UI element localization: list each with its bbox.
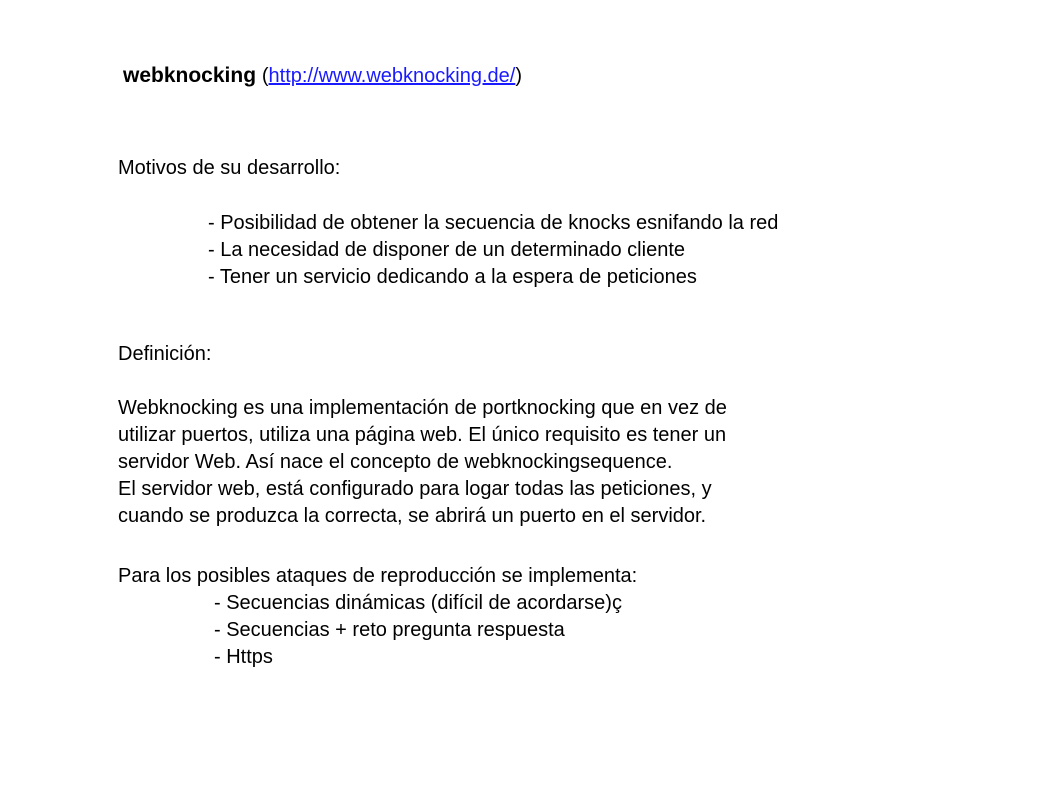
ataques-heading: Para los posibles ataques de reproducción se implementa: bbox=[118, 565, 638, 587]
definicion-heading: Definición: bbox=[118, 343, 212, 365]
list-item: - Tener un servicio dedicando a la espera de peticiones bbox=[208, 266, 697, 288]
paragraph-line: El servidor web, está configurado para logar todas las peticiones, y bbox=[118, 478, 712, 500]
paragraph-line: servidor Web. Así nace el concepto de webknockingsequence. bbox=[118, 451, 673, 473]
paragraph-line: utilizar puertos, utiliza una página web. El único requisito es tener un bbox=[118, 424, 727, 446]
title-brand: webknocking bbox=[123, 64, 257, 87]
definicion-body bbox=[118, 395, 727, 530]
title-close-paren: ) bbox=[515, 65, 523, 87]
motivos-list bbox=[208, 210, 778, 291]
ataques-list bbox=[214, 590, 622, 671]
list-item: - La necesidad de disponer de un determinado cliente bbox=[208, 239, 685, 261]
list-item: - Https bbox=[214, 646, 273, 668]
motivos-heading: Motivos de su desarrollo: bbox=[118, 157, 341, 179]
slide-title bbox=[123, 64, 522, 88]
webknocking-link[interactable]: http://www.webknocking.de/ bbox=[268, 65, 516, 87]
title-open-paren: ( bbox=[261, 65, 269, 87]
paragraph-line: cuando se produzca la correcta, se abrirá un puerto en el servidor. bbox=[118, 505, 707, 527]
paragraph-line: Webknocking es una implementación de portknocking que en vez de bbox=[118, 397, 727, 419]
list-item: - Posibilidad de obtener la secuencia de knocks esnifando la red bbox=[208, 212, 779, 234]
list-item: - Secuencias dinámicas (difícil de acordarse)ç bbox=[214, 592, 622, 614]
list-item: - Secuencias + reto pregunta respuesta bbox=[214, 619, 565, 641]
